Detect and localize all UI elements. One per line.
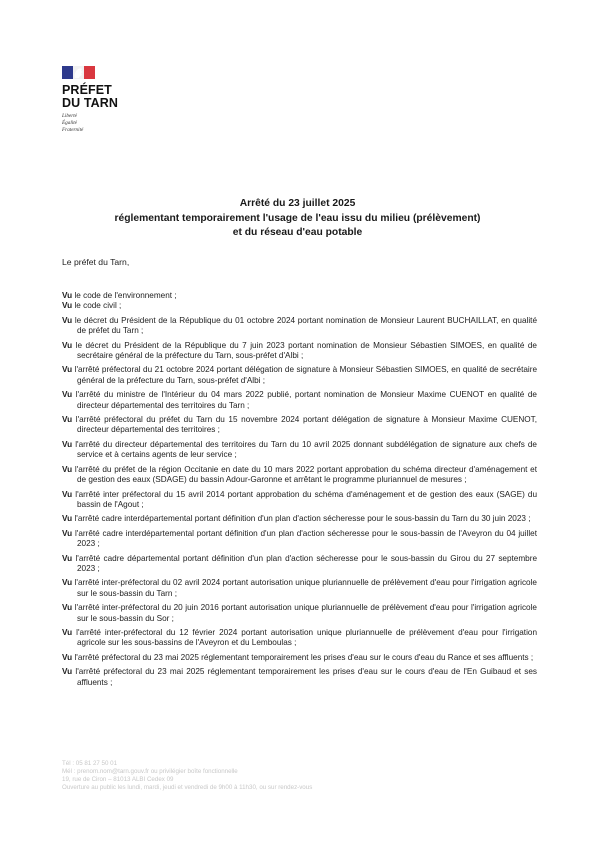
vu-text: l'arrêté inter-préfectoral du 20 juin 2016 portant autorisation unique pluriannuelle de prélèvement d'eau pour l'irrigation agricole sur le sous-bassin du Sor ; bbox=[74, 603, 537, 623]
vu-text: l'arrêté préfectoral du 21 octobre 2024 portant délégation de signature à Monsieur Sébastien SIMOES, en qualité de secrétaire général de la préfecture du Tarn, sous-préfet d'Albi ; bbox=[74, 365, 538, 385]
footer-email: Mél : prenom.nom@tarn.gouv.fr ou privilégier boîte fonctionnelle bbox=[62, 767, 238, 775]
preamble: Le préfet du Tarn, bbox=[62, 257, 130, 267]
vu-item bbox=[62, 628, 537, 649]
vu-item bbox=[62, 341, 537, 362]
vu-item bbox=[62, 390, 537, 411]
vu-text: l'arrêté préfectoral du 23 mai 2025 réglementant temporairement les prises d'eau sur le cours d'eau du Rance et ses affluents ; bbox=[74, 652, 534, 662]
footer-address: 19, rue de Ciron – 81013 ALBI Cedex 09 bbox=[62, 775, 174, 783]
vu-keyword: Vu bbox=[62, 365, 73, 375]
footer-hours: Ouverture au public les lundi, mardi, jeudi et vendredi de 9h00 à 11h30, ou sur rendez-vous bbox=[62, 783, 313, 791]
vu-keyword: Vu bbox=[62, 291, 73, 300]
vu-item bbox=[62, 365, 537, 386]
vu-item bbox=[62, 440, 537, 461]
vu-keyword: Vu bbox=[62, 528, 73, 538]
vu-keyword: Vu bbox=[62, 652, 73, 662]
vu-keyword: Vu bbox=[62, 627, 73, 637]
vu-keyword: Vu bbox=[62, 301, 73, 311]
motto-line: Fraternité bbox=[62, 127, 84, 133]
vu-text: le code civil ; bbox=[74, 301, 122, 311]
vu-item bbox=[62, 301, 537, 311]
vu-keyword: Vu bbox=[62, 553, 73, 563]
vu-keyword: Vu bbox=[62, 489, 73, 499]
vu-item bbox=[62, 514, 537, 524]
vu-keyword: Vu bbox=[62, 315, 73, 325]
vu-item bbox=[62, 415, 537, 436]
vu-item bbox=[62, 291, 537, 301]
vu-text: l'arrêté cadre interdépartemental portant définition d'un plan d'action sécheresse pour le sous-bassin de l'Aveyron du 04 juillet 2023 ; bbox=[74, 528, 537, 549]
vu-keyword: Vu bbox=[62, 340, 73, 350]
vu-keyword: Vu bbox=[62, 603, 73, 613]
prefecture-brand bbox=[62, 84, 118, 110]
vu-text: l'arrêté inter préfectoral du 15 avril 2014 portant approbation du schéma d'aménagement et de gestion des eaux (SAGE) du bassin de l'Agout ; bbox=[75, 489, 537, 509]
motto-line: Liberté bbox=[62, 113, 77, 119]
title-line-1: Arrêté du 23 juillet 2025 bbox=[239, 198, 356, 209]
vu-item bbox=[62, 667, 537, 688]
vu-keyword: Vu bbox=[62, 514, 73, 524]
title-line-2: réglementant temporairement l'usage de l'eau issu du milieu (prélèvement) bbox=[114, 212, 481, 224]
brand-line-2: DU TARN bbox=[62, 96, 119, 110]
contact-footer bbox=[62, 760, 312, 792]
vu-item bbox=[62, 529, 537, 550]
vu-item bbox=[62, 603, 537, 624]
marianne-profile-icon bbox=[64, 66, 93, 79]
motto-line: Égalité bbox=[62, 120, 77, 126]
vu-text: le code de l'environnement ; bbox=[74, 291, 177, 300]
vu-keyword: Vu bbox=[62, 439, 73, 449]
vu-keyword: Vu bbox=[62, 464, 73, 474]
vu-text: l'arrêté du ministre de l'Intérieur du 04 mars 2022 publié, portant nomination de Monsieur Maxime CUENOT en qualité de directeur départemental des territoires du Tarn ; bbox=[75, 390, 537, 410]
vu-text: l'arrêté inter-préfectoral du 02 avril 2024 portant autorisation unique pluriannuelle de prélèvement d'eau pour l'irrigation agricole sur le sous-bassin du Tarn ; bbox=[74, 578, 537, 598]
footer-phone: Tél : 05 81 27 50 01 bbox=[62, 760, 118, 767]
vu-keyword: Vu bbox=[62, 667, 73, 677]
vu-keyword: Vu bbox=[62, 578, 73, 588]
vu-item bbox=[62, 554, 537, 575]
vu-text: l'arrêté inter-préfectoral du 12 février 2024 portant autorisation unique pluriannuelle de prélèvement d'eau pour l'irrigation agricole sur les sous-bassins de l'Aveyron et du Lemboulas ; bbox=[76, 627, 537, 648]
vu-item bbox=[62, 490, 537, 511]
vu-keyword: Vu bbox=[62, 415, 73, 425]
vu-item bbox=[62, 465, 537, 486]
decree-title bbox=[40, 197, 555, 241]
vu-text: l'arrêté du préfet de la région Occitanie en date du 10 mars 2022 portant approbation du schéma directeur d'aménagement et de gestion des eaux (SDAGE) du bassin Adour-Garonne et arrêtant le programme pluriannuel de mesures ; bbox=[74, 464, 537, 485]
vu-text: l'arrêté préfectoral du préfet du Tarn du 15 novembre 2024 portant délégation de signature à Monsieur Maxime CUENOT, directeur départemental des territoires ; bbox=[75, 415, 538, 435]
vu-item bbox=[62, 316, 537, 337]
republic-motto bbox=[62, 113, 83, 134]
vu-text: l'arrêté préfectoral du 23 mai 2025 réglementant temporairement les prises d'eau sur le cours d'eau de l'En Guibaud et ses affluents ; bbox=[75, 667, 537, 687]
vu-text: l'arrêté cadre interdépartemental portant définition d'un plan d'action sécheresse pour le sous-bassin du Tarn du 30 juin 2023 ; bbox=[74, 514, 531, 524]
title-line-3: et du réseau d'eau potable bbox=[232, 227, 363, 239]
vu-text: le décret du Président de la République du 01 octobre 2024 portant nomination de Monsieur Laurent BUCHAILLAT, en qualité de préfet du Tarn ; bbox=[74, 315, 538, 336]
vu-text: le décret du Président de la République du 7 juin 2023 portant nomination de Monsieur Sébastien SIMOES, en qualité de secrétaire général de la préfecture du Tarn, sous-préfet d'Albi ; bbox=[75, 340, 537, 361]
vu-item bbox=[62, 653, 537, 663]
vu-text: l'arrêté du directeur départemental des territoires du Tarn du 10 avril 2025 donnant subdélégation de signature aux chefs de service et à certains agents de leur service ; bbox=[75, 439, 537, 460]
brand-line-1: PRÉFET bbox=[62, 83, 112, 97]
vu-keyword: Vu bbox=[62, 390, 73, 400]
considerations-list bbox=[62, 291, 537, 688]
vu-text: l'arrêté cadre départemental portant définition d'un plan d'action sécheresse pour le sous-bassin du Girou du 27 septembre 2023 ; bbox=[75, 553, 537, 573]
vu-item bbox=[62, 578, 537, 599]
